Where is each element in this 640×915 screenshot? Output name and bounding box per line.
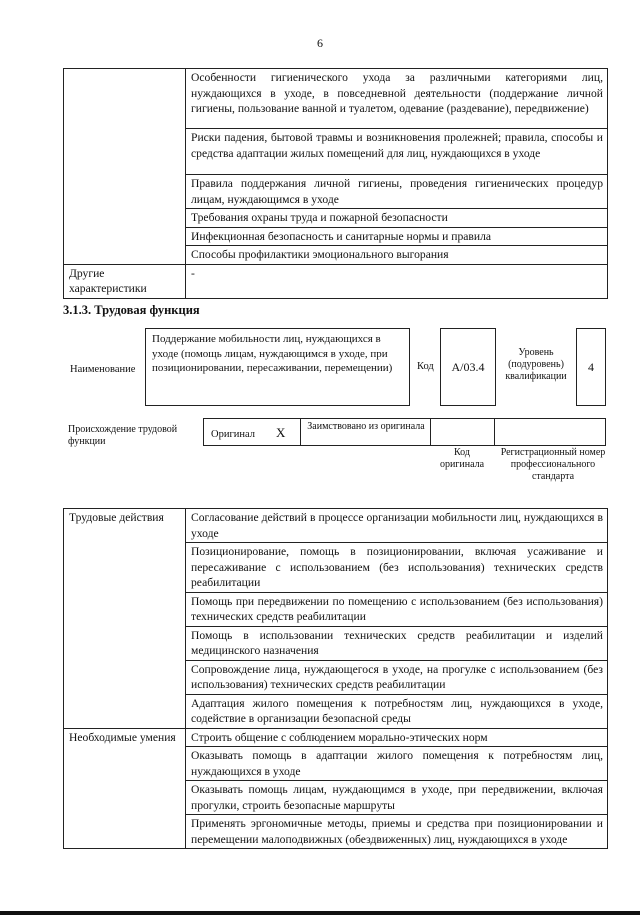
table-row [64, 509, 608, 543]
original-mark: X [276, 425, 286, 440]
function-code-value: A/03.4 [440, 328, 496, 406]
reg-number-caption: Регистрационный номер профессионального стандарта [500, 447, 606, 482]
labor-action-item: Адаптация жилого помещения к потребностям лиц, нуждающихся в уходе, содействие в организации безопасной среды [186, 694, 608, 728]
skill-item: Строить общение с соблюдением морально-этических норм [186, 728, 608, 747]
labor-action-item: Сопровождение лица, нуждающегося в уходе, на прогулке с использованием (без использования) технических средств реабилитации [186, 660, 608, 694]
knowledge-item: Особенности гигиенического ухода за различными категориями лиц, нуждающихся в уходе, в повседневной деятельности (поддержание личной гигиены, пользование ванной и туалетом, одевание (раздевание), передвижение) [186, 69, 608, 129]
function-name-value: Поддержание мобильности лиц, нуждающихся в уходе (помощь лицам, нуждающимся в уходе, при позиционировании, пересаживании, перемещении) [145, 328, 410, 406]
page-number: 6 [317, 36, 323, 50]
divider [430, 419, 431, 445]
level-value: 4 [576, 328, 606, 406]
required-skills-label: Необходимые умения [64, 728, 186, 849]
divider [494, 419, 495, 445]
knowledge-item: Требования охраны труда и пожарной безопасности [186, 209, 608, 228]
section-heading: 3.1.3. Трудовая функция [63, 303, 200, 317]
origin-label: Происхождение трудовой функции [68, 424, 178, 447]
other-characteristics-value: - [186, 264, 608, 298]
original-label: Оригинал [211, 429, 255, 440]
knowledge-item: Способы профилактики эмоционального выгорания [186, 246, 608, 265]
labor-action-item: Позиционирование, помощь в позиционировании, включая усаживание и пересаживание с использованием (без использования) технических средств реабилитации [186, 543, 608, 593]
table-row [64, 69, 608, 129]
labor-action-item: Согласование действий в процессе организации мобильности лиц, нуждающихся в уходе [186, 509, 608, 543]
other-characteristics-label: Другие характеристики [64, 264, 186, 298]
knowledge-item: Риски падения, бытовой травмы и возникновения пролежней; правила, способы и средства адаптации жилых помещений для лиц, нуждающихся в уходе [186, 129, 608, 175]
code-original-caption: Код оригинала [439, 447, 485, 470]
skill-item: Применять эргономичные методы, приемы и средства при позиционировании и перемещении малоподвижных (обездвиженных) лиц, нуждающихся в уходе [186, 815, 608, 849]
labor-action-item: Помощь при передвижении по помещению с использованием (без использования) технических средств реабилитации [186, 592, 608, 626]
code-label: Код [417, 361, 434, 372]
knowledge-item: Инфекционная безопасность и санитарные нормы и правила [186, 227, 608, 246]
table-row [64, 264, 608, 298]
knowledge-item: Правила поддержания личной гигиены, проведения гигиенических процедур лицам, нуждающимся в уходе [186, 175, 608, 209]
divider [300, 419, 301, 445]
origin-row [203, 418, 606, 446]
actions-table [63, 508, 608, 849]
labor-action-item: Помощь в использовании технических средств реабилитации и изделий медицинского назначения [186, 626, 608, 660]
knowledge-table [63, 68, 608, 299]
name-label: Наименование [70, 364, 136, 375]
borrowed-label: Заимствовано из оригинала [307, 421, 425, 432]
scan-edge [0, 911, 640, 915]
skill-item: Оказывать помощь в адаптации жилого помещения к потребностям лиц, нуждающихся в уходе [186, 747, 608, 781]
level-label: Уровень (подуровень) квалификации [505, 347, 567, 382]
table-row [64, 728, 608, 747]
empty-label-cell [64, 69, 186, 265]
labor-actions-label: Трудовые действия [64, 509, 186, 729]
skill-item: Оказывать помощь лицам, нуждающимся в уходе, при передвижении, включая прогулки, строить безопасные маршруты [186, 781, 608, 815]
